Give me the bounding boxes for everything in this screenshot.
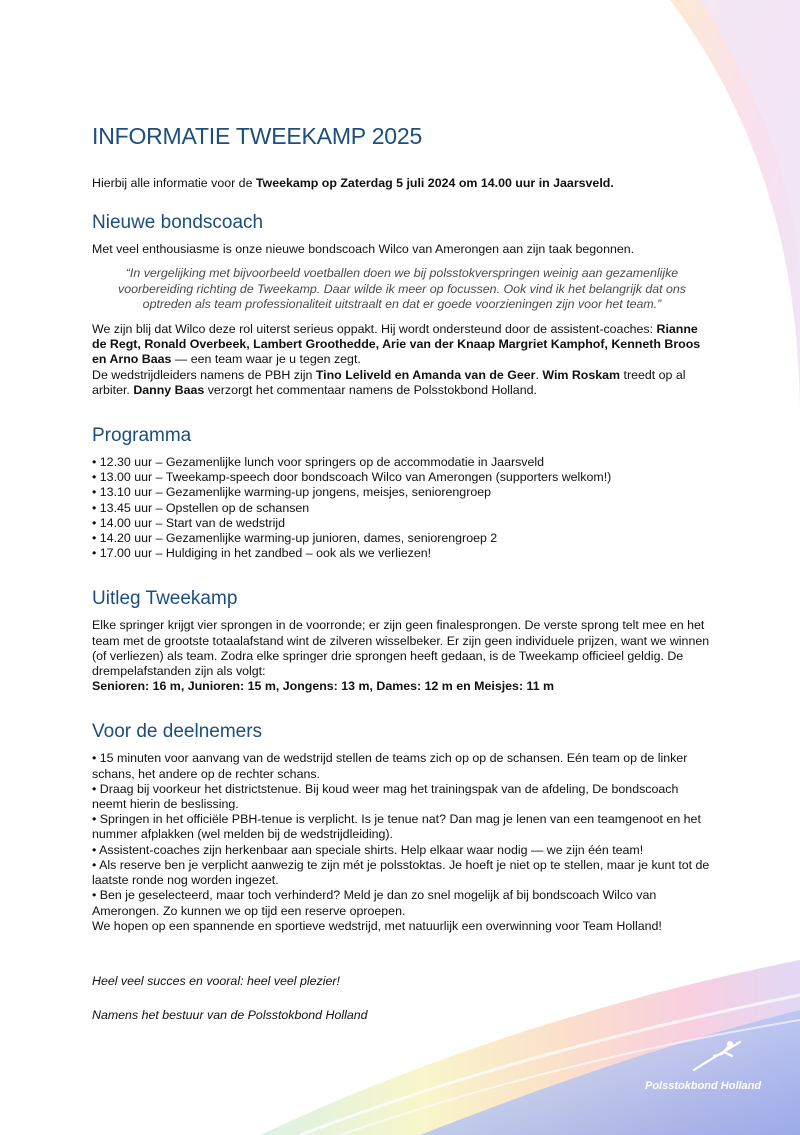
section-programma [92,424,712,561]
bondscoach-officials [92,368,712,398]
officials-mid: treedt op al arbiter. [92,367,686,397]
section-uitleg [92,587,712,694]
list-item: • Draag bij voorkeur het districtstenue. Bij koud weer mag het trainingspak van de afdeling, De bondscoach neemt hierin de beslissing. [92,782,712,812]
list-item: • 14.20 uur – Gezamenlijke warming-up junioren, dames, seniorengroep 2 [92,531,712,546]
list-item: • Ben je geselecteerd, maar toch verhinderd? Meld je dan zo snel mogelijk af bij bondscoach Wilco van Amerongen. Zo kunnen we op tijd een reserve oproepen. [92,888,712,918]
assistants-tail: — een team waar je u tegen zegt. [171,352,361,367]
programma-list [92,455,712,561]
section-deelnemers [92,720,712,933]
document-body [92,122,712,1042]
deelnemers-list [92,751,712,918]
heading-programma: Programma [92,425,192,447]
intro-paragraph [92,176,712,191]
polsstokbond-logo [640,1030,800,1100]
officials-text: De wedstrijdleiders namens de PBH zijn [92,367,316,382]
list-item: • 12.30 uur – Gezamenlijke lunch voor springers op de accommodatie in Jaarsveld [92,455,712,470]
heading-uitleg: Uitleg Tweekamp [92,588,238,610]
bondscoach-quote: “In vergelijking met bijvoorbeeld voetballen doen we bij polsstokverspringen weinig aan gezamenlijke voorbereiding richting de Tweekamp. Daar wilde ik meer op focussen. Ook vind ik het belangrijk dat ons optreden als team professionaliteit uitstraalt en dat er goede voorzieningen zijn voor het team.” [118,266,686,311]
closing [92,974,712,1023]
page-title: INFORMATIE TWEEKAMP 2025 [92,123,423,149]
heading-deelnemers: Voor de deelnemers [92,721,263,743]
vaulter-icon [690,1036,750,1076]
intro-highlight: Tweekamp op Zaterdag 5 juli 2024 om 14.00 uur in Jaarsveld. [255,176,614,190]
list-item: • 13.00 uur – Tweekamp-speech door bondscoach Wilco van Amerongen (supporters welkom!) [92,470,712,485]
logo-text: Polsstokbond Holland [645,1080,762,1092]
closing-signature: Namens het bestuur van de Polsstokbond Holland [92,1008,368,1023]
officials-leaders: Tino Leliveld en Amanda van de Geer [315,367,536,382]
officials-sep: . [535,367,543,382]
assistants-names: Rianne de Regt, Ronald Overbeek, Lambert Groothedde, Arie van der Knaap Margriet Kamphof, Kenneth Broos en Arno Baas [92,322,701,367]
list-item: • Springen in het officiële PBH-tenue is verplicht. Is je tenue nat? Dan mag je lenen van een teamgenoot en het nummer afplakken (wel melden bij de wedstrijdleiding). [92,812,712,842]
list-item: • 15 minuten voor aanvang van de wedstrijd stellen de teams zich op op de schansen. Eén team op de linker schans, het andere op de rechter schans. [92,751,712,781]
section-bondscoach [92,211,712,398]
list-item: • Assistent-coaches zijn herkenbaar aan speciale shirts. Help elkaar waar nodig — we zijn één team! [92,843,712,858]
closing-wish: Heel veel succes en vooral: heel veel plezier! [92,973,340,988]
list-item: • 13.10 uur – Gezamenlijke warming-up jongens, meisjes, seniorengroep [92,485,712,500]
intro-text: Hierbij alle informatie voor de [92,176,256,190]
officials-tail: verzorgt het commentaar namens de Polsstokbond Holland. [204,382,537,397]
bondscoach-assistants [92,322,712,368]
officials-commentator: Danny Baas [133,382,205,397]
deelnemers-closing-line: We hopen op een spannende en sportieve wedstrijd, met natuurlijk een overwinning voor Team Holland! [92,918,662,933]
list-item: • Als reserve ben je verplicht aanwezig te zijn mét je polsstoktas. Je hoeft je niet op te stellen, maar je kunt tot de laatste ronde nog worden ingezet. [92,858,712,888]
uitleg-text: Elke springer krijgt vier sprongen in de voorronde; er zijn geen finalesprongen. De verste sprong telt mee en het team met de grootste totaalafstand wint de zilveren wisselbeker. Er zijn geen individuele prijzen, want we winnen (of verliezen) als team. Zodra elke springer drie sprongen heeft gedaan, is de Tweekamp officieel geldig. De drempelafstanden zijn als volgt: [92,618,710,679]
heading-bondscoach: Nieuwe bondscoach [92,212,264,234]
bondscoach-lead: Met veel enthousiasme is onze nieuwe bondscoach Wilco van Amerongen aan zijn taak begonnen. [92,242,635,257]
uitleg-distances: Senioren: 16 m, Junioren: 15 m, Jongens: 13 m, Dames: 12 m en Meisjes: 11 m [92,679,555,694]
list-item: • 13.45 uur – Opstellen op de schansen [92,501,712,516]
list-item: • 14.00 uur – Start van de wedstrijd [92,516,712,531]
officials-arbiter: Wim Roskam [542,367,621,382]
list-item: • 17.00 uur – Huldiging in het zandbed – ook als we verliezen! [92,546,712,561]
assistants-text: We zijn blij dat Wilco deze rol uiterst serieus oppakt. Hij wordt ondersteund door de assistent-coaches: [92,322,657,337]
